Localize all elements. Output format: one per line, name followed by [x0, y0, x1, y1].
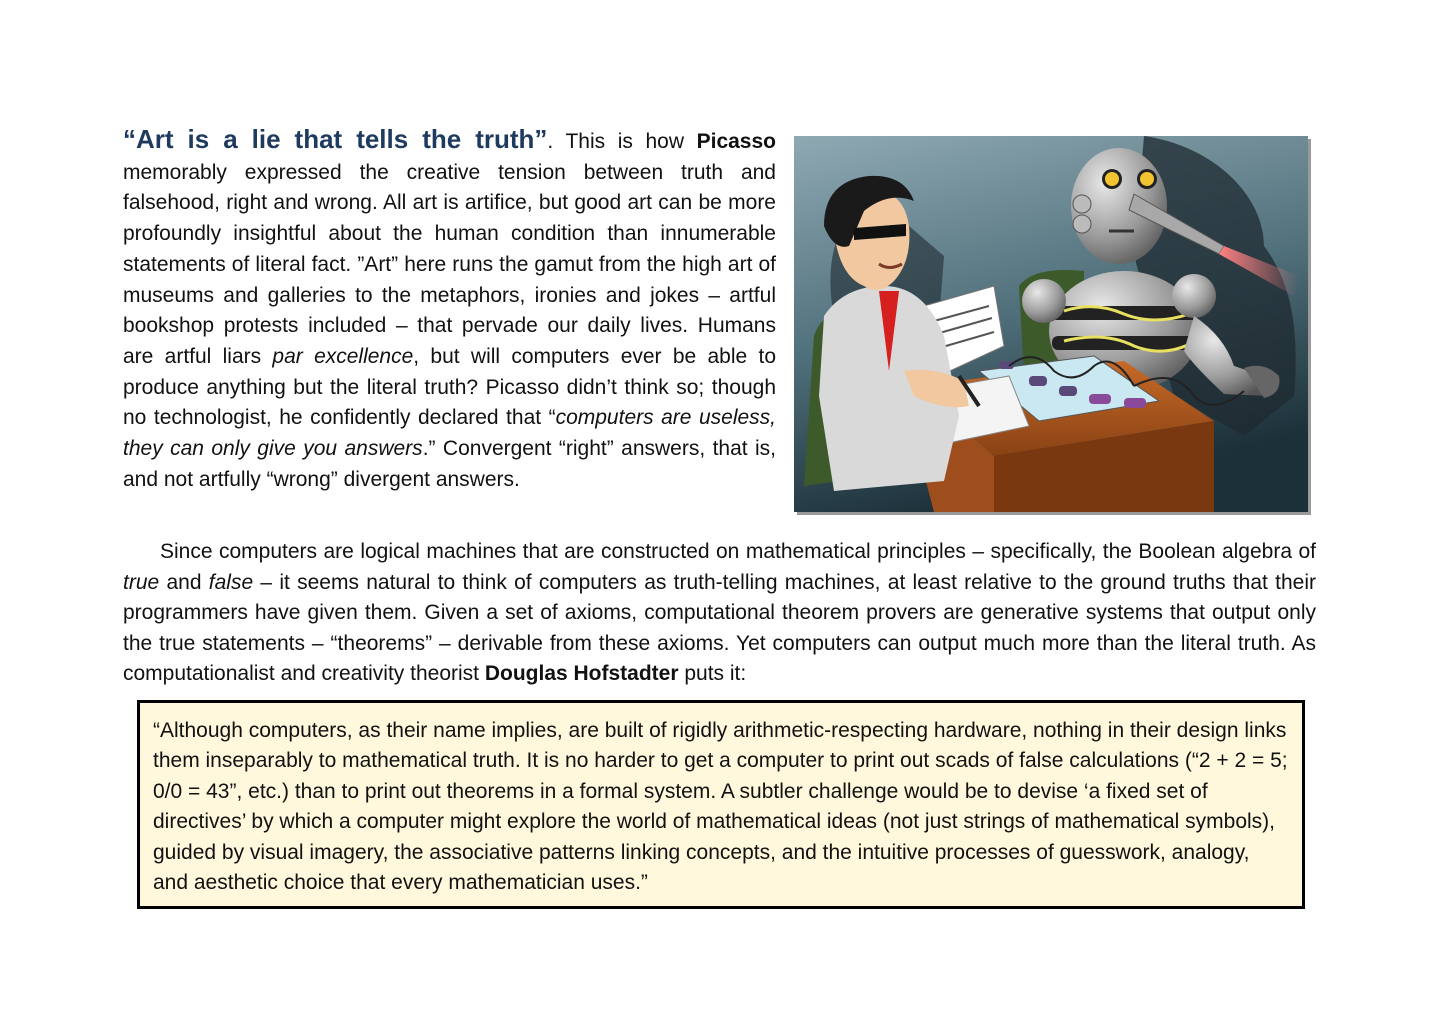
body-text-3: – it seems natural to think of computers as truth-telling machines, at least relative to the ground truths that their programmers have given them. Given a set of axioms, computational theorem provers are generative systems that output only the true statements – “theorems” – derivable from these axioms. Yet computers can output much more than the literal truth. As computationalist and creativity theorist [123, 570, 1316, 686]
false-word: false [208, 570, 254, 594]
intro-text-1: . This is how [547, 130, 697, 153]
body-paragraph [123, 537, 1316, 690]
picasso-name: Picasso [696, 130, 776, 153]
body-text-4: puts it: [678, 662, 747, 686]
intro-text-3: , but will computers ever be able to produce anything but the literal truth? Picasso didn’t think so; though no technologist, he confidently declared that “ [123, 344, 776, 430]
intro-text-4: .” Convergent “right” answers, that is, and not artfully “wrong” divergent answers. [123, 437, 777, 491]
par-excellence: par excellence [272, 344, 414, 368]
hofstadter-quote-box [137, 700, 1305, 909]
cartoon-illustration [794, 136, 1308, 512]
intro-text-2: memorably expressed the creative tension between truth and falsehood, right and wrong. All art is artifice, but good art can be more profoundly insightful about the human condition than innumerable statements of literal fact. ”Art” here runs the gamut from the high art of museums and galleries to the metaphors, ironies and jokes – artful bookshop protests included – that pervade our daily lives. Humans are artful liars [123, 160, 776, 368]
body-text-1: Since computers are logical machines that are constructed on mathematical principles – specifically, the Boolean algebra of [160, 540, 1316, 563]
body-text-2: and [159, 570, 209, 594]
lead-quote: “Art is a lie that tells the truth” [123, 124, 548, 154]
intro-paragraph [123, 124, 776, 495]
man-and-robot-lie-detector-illustration [794, 136, 1308, 512]
picasso-quote: computers are useless, they can only give you answers [123, 406, 776, 461]
hofstadter-name: Douglas Hofstadter [484, 662, 679, 686]
true-word: true [123, 570, 160, 594]
hofstadter-quote-text: “Although computers, as their name implies, are built of rigidly arithmetic-respecting hardware, nothing in their design links them inseparably to mathematical truth. It is no harder to get a computer to print out scads of false calculations (“2 + 2 = 5; 0/0 = 43”, etc.) than to print out theorems in a formal system. A subtler challenge would be to devise ‘a fixed set of directives’ by which a computer might explore the world of mathematical ideas (not just strings of mathematical symbols), guided by visual imagery, the associative patterns linking concepts, and the intuitive processes of guesswork, analogy, and aesthetic choice that every mathematician uses.” [153, 719, 1288, 895]
